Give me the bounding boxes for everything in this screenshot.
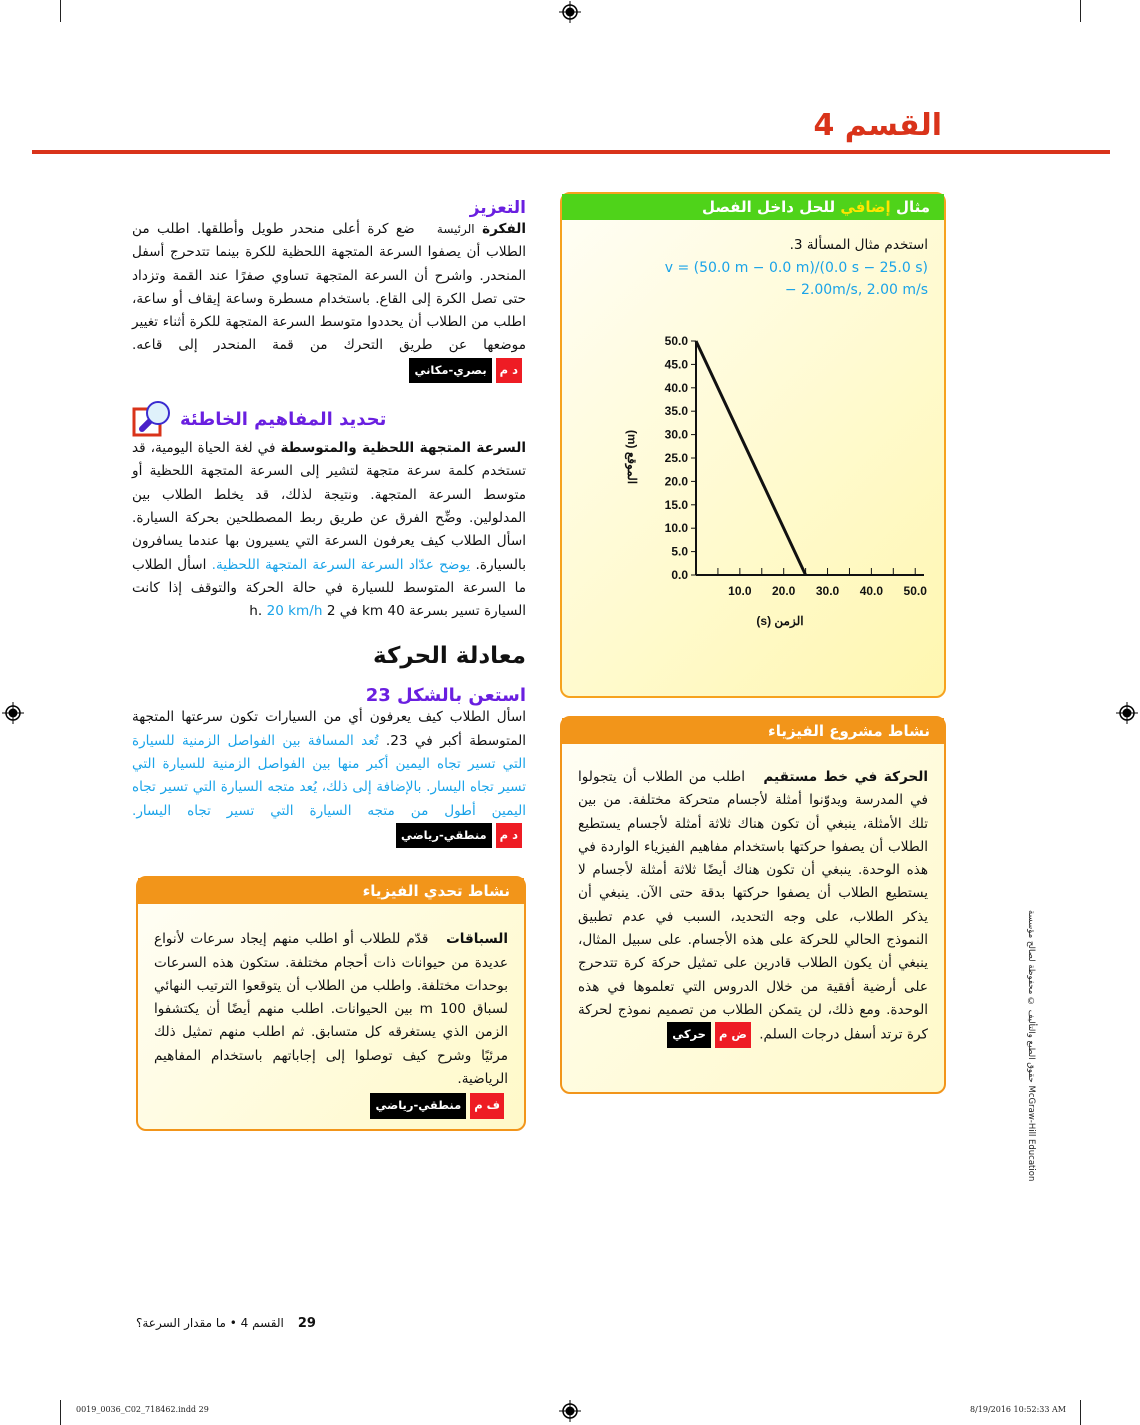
challenge-activity-box xyxy=(136,876,526,1130)
svg-text:15.0: 15.0 xyxy=(664,498,688,513)
example-box-heading xyxy=(562,194,944,220)
learning-style-tags xyxy=(667,1022,751,1047)
equation-of-motion-body xyxy=(132,706,526,848)
slug-timestamp: 8/19/2016 10:52:33 AM xyxy=(969,1405,1066,1414)
reinforcement-body xyxy=(132,218,526,383)
reinforcement-heading: التعزيز xyxy=(469,198,526,218)
project-activity-box xyxy=(560,716,946,1094)
equation-of-motion-answer: تُعد المسافة بين الفواصل الزمنية للسيارة التي تسير تجاه اليمين أكبر منها بين الفواصل الزمنية للسيارة التي تسير تجاه اليسار. بالإضافة إلى ذلك، يُعد متجه السيارة التي تسير تجاه اليمين أطول من متجه السيارة التي تسير تجاه اليسار. xyxy=(132,732,526,819)
svg-text:30.0: 30.0 xyxy=(664,427,688,442)
example-intro: استخدم مثال المسألة 3. xyxy=(789,237,928,253)
misconceptions-header xyxy=(132,401,526,437)
svg-text:5.0: 5.0 xyxy=(671,544,688,559)
crop-mark-top-right xyxy=(1080,0,1081,22)
crop-mark-bottom-right xyxy=(1080,1400,1081,1425)
equation-of-motion-heading: معادلة الحركة xyxy=(373,643,526,670)
svg-text:50.0: 50.0 xyxy=(664,334,688,349)
misconceptions-text-2: اسأل الطلاب ما السرعة المتوسط للسيارة في حالة الحركة والتوقف إذا كانت السيارة تسير بسرعة 40 km في 2 h. xyxy=(132,556,526,620)
svg-text:25.0: 25.0 xyxy=(664,451,688,466)
style-tag: منطقي-رياضي xyxy=(396,823,492,848)
svg-text:35.0: 35.0 xyxy=(664,404,688,419)
equation-line-2: − 2.00m/s, 2.00 m/s xyxy=(784,282,928,299)
registration-mark-icon xyxy=(2,702,24,724)
learning-style-tags xyxy=(396,823,522,848)
x-axis-label: الزمن (s) xyxy=(756,614,804,629)
page-footer xyxy=(136,1316,316,1331)
challenge-box-heading: نشاط تحدي الفيزياء xyxy=(138,878,524,904)
svg-text:20.0: 20.0 xyxy=(772,584,796,599)
challenge-text: قدّم للطلاب أو اطلب منهم إيجاد سرعات لأنواع عديدة من حيوانات ذات أحجام مختلفة. ستكون هذه السرعات بوحدات مختلفة. واطلب من الطلاب أن يتوقعوا الترتيب النهائي لسباق 100 m بين الحيوانات. اطلب منهم أيضًا أن يكتشفوا الزمن الذي يستغرقه كل متسابق. ثم اطلب منهم تمثيل ذلك مرئيًا وشرح كيف توصلوا إلى إجاباتهم باستخدام المفاهيم الرياضية. xyxy=(154,931,508,1088)
challenge-lead: السباقات xyxy=(446,931,509,948)
equation-of-motion-text: اسأل الطلاب كيف يعرفون أي من السيارات تكون سرعتها المتجهة المتوسطة أكبر في 23. xyxy=(132,709,526,749)
extra-example-box xyxy=(560,192,946,698)
page-number: 29 xyxy=(297,1316,316,1331)
svg-text:10.0: 10.0 xyxy=(664,521,688,536)
magnifier-icon xyxy=(132,401,172,437)
registration-mark-icon xyxy=(559,1400,581,1422)
registration-mark-icon xyxy=(1116,702,1138,724)
section-title: القسم 4 xyxy=(813,108,942,143)
y-axis-ticks xyxy=(665,334,696,582)
style-tag: حركي xyxy=(667,1022,711,1047)
svg-text:0.0: 0.0 xyxy=(671,568,688,583)
project-lead: الحركة في خط مستقيم xyxy=(763,769,928,785)
svg-text:45.0: 45.0 xyxy=(664,357,688,372)
learning-style-tags xyxy=(409,358,522,383)
header-rule xyxy=(32,150,1110,154)
heading-part: للحل داخل الفصل xyxy=(702,198,836,216)
project-text: اطلب من الطلاب أن يتجولوا في المدرسة ويدوّنوا أمثلة لأجسام متحركة مختلفة. من بين تلك الأمثلة، ينبغي أن تكون هناك ثلاثة أمثلة لأجسام يستطيع الطلاب أن يصفوا حركتها باستخدام مفاهيم الفيزياء الواردة في هذه الوحدة. ينبغي أن تكون هناك أيضًا ثلاثة أمثلة لأجسام لا يستطيع الطلاب أن يصفوا حركتها بدقة حتى الآن. ينبغي أن يذكر الطلاب، على وجه التحديد، السبب في عدم تطبيق النموذج الحالي للحركة على هذه الأجسام. على سبيل المثال، ينبغي أن يكون الطلاب قادرين على تمثيل حركة كرة تتدحرج على أرضية أفقية من خلال الدروس التي تعلموها في هذه الوحدة. ومع ذلك، لن يتمكن الطلاب من تصميم نموذج لحركة كرة ترتد أسفل درجات السلم. xyxy=(578,769,928,1043)
registration-mark-icon xyxy=(559,1,581,23)
misconceptions-answer-2: 20 km/h xyxy=(266,603,323,620)
misconceptions-text: في لغة الحياة اليومية، قد تستخدم كلمة سرعة متجهة لتشير إلى السرعة المتجهة اللحظية أو متوسط السرعة المتجهة. ونتيجة لذلك، قد يخلط الطلاب بين المدلولين. وضِّح الفرق عن طريق ربط المصطلحين بحركة السيارة. اسأل الطلاب كيف يعرفون السرعة التي يسيرون بها عندما يسافرون بالسيارة. xyxy=(132,440,526,573)
left-column xyxy=(132,198,526,1131)
svg-text:40.0: 40.0 xyxy=(859,584,884,599)
style-tag: منطقي-رياضي xyxy=(370,1093,466,1118)
project-box-heading: نشاط مشروع الفيزياء xyxy=(562,718,944,744)
misconceptions-answer-1: يوضح عدّاد السرعة السرعة المتجهة اللحظية. xyxy=(211,556,471,573)
running-head: القسم 4 • ما مقدار السرعة؟ xyxy=(136,1316,284,1330)
level-tag: د م xyxy=(496,358,522,383)
svg-text:10.0: 10.0 xyxy=(728,584,752,599)
project-box-body xyxy=(562,744,944,1058)
misconceptions-body xyxy=(132,437,526,623)
svg-text:50.0: 50.0 xyxy=(903,584,927,599)
position-time-chart xyxy=(602,307,927,629)
slug-file: 0019_0036_C02_718462.indd 29 xyxy=(76,1405,209,1414)
misconceptions-heading: تحديد المفاهيم الخاطئة xyxy=(180,408,387,430)
svg-text:30.0: 30.0 xyxy=(815,584,840,599)
learning-style-tags xyxy=(370,1093,504,1118)
level-tag: ض م xyxy=(715,1022,751,1047)
level-tag: د م xyxy=(496,823,522,848)
level-tag: ف م xyxy=(470,1093,504,1118)
crop-mark-bottom-left xyxy=(60,1400,61,1425)
lead-label: الرئيسة xyxy=(436,222,475,236)
lead-bold: الفكرة xyxy=(482,221,526,237)
style-tag: بصري-مكاني xyxy=(409,358,491,383)
copyright-credit: حقوق الطبع والتأليف © محفوظة لصالح مؤسسة McGraw-Hill Education xyxy=(1026,910,1036,1182)
heading-highlight: إضافي xyxy=(840,198,891,216)
y-axis-label: الموقع (m) xyxy=(625,430,639,485)
svg-text:40.0: 40.0 xyxy=(664,381,688,396)
misconceptions-lead: السرعة المتجهة اللحظية والمتوسطة xyxy=(280,440,526,457)
reinforcement-text: ضع كرة أعلى منحدر طويل وأطلقها. اطلب من الطلاب أن يصفوا السرعة المتجهة اللحظية للكرة بينما تتدحرج أسفل المنحدر. واشرح أن السرعة المتجهة تساوي صفرًا عند القمة وتزداد حتى تصل الكرة إلى القاع. باستخدام مسطرة وساعة إيقاف أو ساعة، اطلب من الطلاب أن يحددوا متوسط السرعة المتجهة للكرة أثناء تغيير موضعها عن طريق التحرك من قمة المنحدر إلى قاعه. xyxy=(132,221,526,354)
crop-mark-top-left xyxy=(60,0,61,22)
right-column xyxy=(560,192,946,1094)
heading-part: مثال xyxy=(895,198,930,216)
figure-reference-heading: استعن بالشكل 23 xyxy=(365,685,526,707)
x-axis-ticks xyxy=(718,568,927,598)
position-line xyxy=(696,341,806,575)
challenge-box-body xyxy=(138,904,524,1128)
svg-text:20.0: 20.0 xyxy=(664,474,688,489)
equation-line-1: v = (50.0 m − 0.0 m)/(0.0 s − 25.0 s) xyxy=(664,260,928,277)
example-box-body xyxy=(562,220,944,627)
